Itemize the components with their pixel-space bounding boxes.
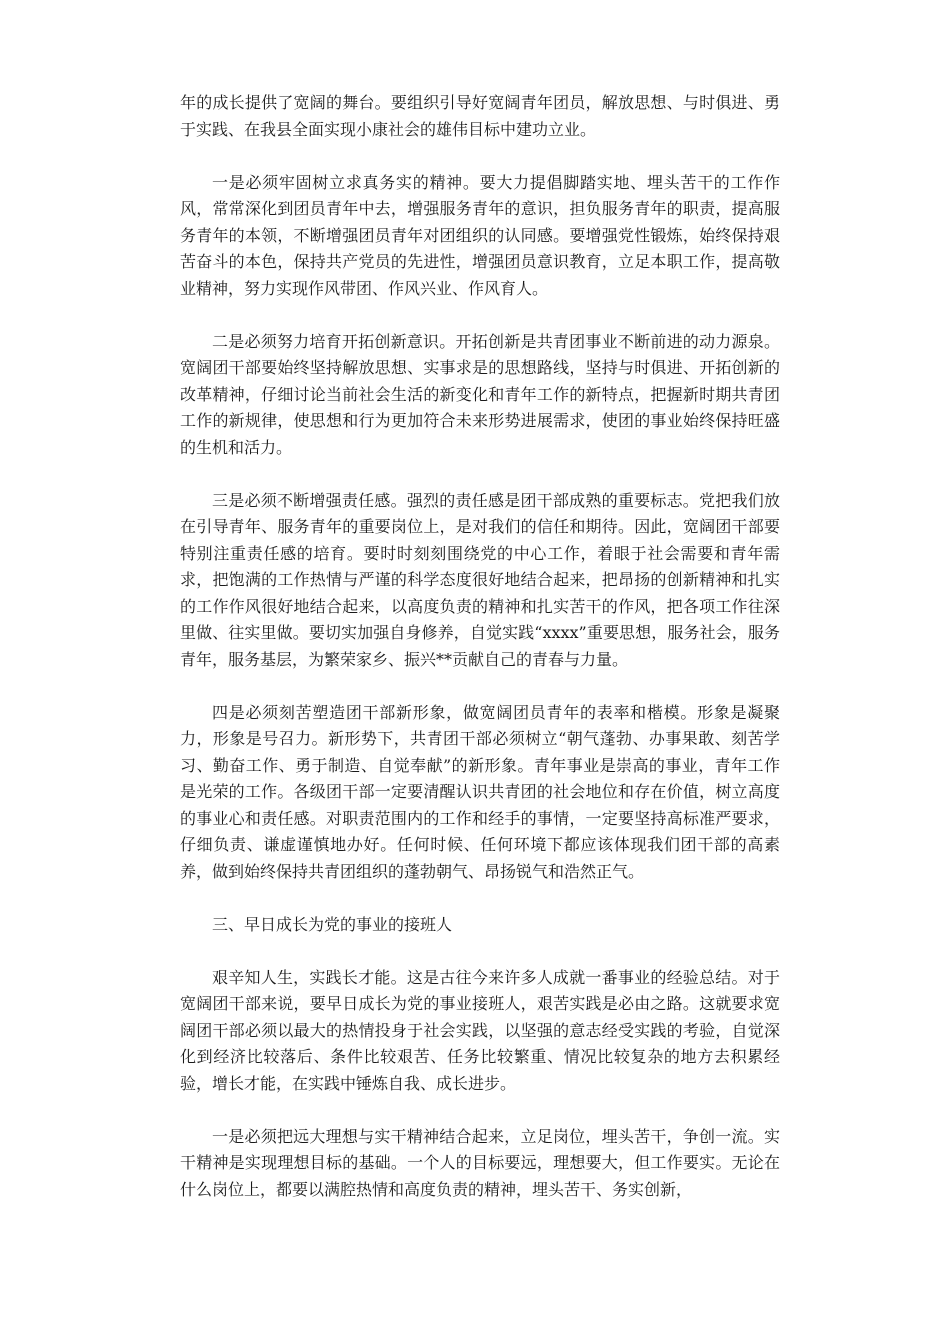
paragraph-section-point-one: 一是必须把远大理想与实干精神结合起来，立足岗位，埋头苦干，争创一流。实干精神是实现理想目标的基础。一个人的目标要远，理想要大，但工作要实。无论在什么岗位上，都要以满腔热情和高度负责的精神，埋头苦干、务实创新， — [180, 1126, 780, 1199]
paragraph-continuation: 年的成长提供了宽阔的舞台。要组织引导好宽阔青年团员，解放思想、与时俱进、勇于实践、在我县全面实现小康社会的雄伟目标中建功立业。 — [180, 93, 780, 139]
section-heading: 三、早日成长为党的事业的接班人 — [212, 914, 453, 934]
paragraph-point-two: 二是必须努力培育开拓创新意识。开拓创新是共青团事业不断前进的动力源泉。宽阔团干部要始终坚持解放思想、实事求是的思想路线，坚持与时俱进、开拓创新的改革精神，仔细讨论当前社会生活的新变化和青年工作的新特点，把握新时期共青团工作的新规律，使思想和行为更加符合未来形势进展需求，使团的事业始终保持旺盛的生机和活力。 — [180, 331, 780, 457]
document-page — [180, 90, 780, 1230]
paragraph-point-four: 四是必须刻苦塑造团干部新形象，做宽阔团员青年的表率和楷模。形象是凝聚力，形象是号召力。新形势下，共青团干部必须树立“朝气蓬勃、办事果敢、刻苦学习、勤奋工作、勇于制造、自觉奉献”的新形象。青年事业是崇高的事业，青年工作是光荣的工作。各级团干部一定要清醒认识共青团的社会地位和存在价值，树立高度的事业心和责任感。对职责范围内的工作和经手的事情，一定要坚持高标准严要求，仔细负责、谦虚谨慎地办好。任何时候、任何环境下都应该体现我们团干部的高素养，做到始终保持共青团组织的蓬勃朝气、昂扬锐气和浩然正气。 — [180, 702, 780, 881]
paragraph-point-three: 三是必须不断增强责任感。强烈的责任感是团干部成熟的重要标志。党把我们放在引导青年、服务青年的重要岗位上，是对我们的信任和期待。因此，宽阔团干部要特别注重责任感的培育。要时时刻刻围绕党的中心工作，着眼于社会需要和青年需求，把饱满的工作热情与严谨的科学态度很好地结合起来，把昂扬的创新精神和扎实的工作作风很好地结合起来，以高度负责的精神和扎实苦干的作风，把各项工作往深里做、往实里做。要切实加强自身修养，自觉实践“xxxx”重要思想，服务社会，服务青年，服务基层，为繁荣家乡、振兴**贡献自己的青春与力量。 — [180, 490, 780, 669]
paragraph-section-intro: 艰辛知人生，实践长才能。这是古往今来许多人成就一番事业的经验总结。对于宽阔团干部来说，要早日成长为党的事业接班人，艰苦实践是必由之路。这就要求宽阔团干部必须以最大的热情投身于社会实践，以坚强的意志经受实践的考验，自觉深化到经济比较落后、条件比较艰苦、任务比较繁重、情况比较复杂的地方去积累经验，增长才能，在实践中锤炼自我、成长进步。 — [180, 967, 780, 1093]
paragraph-point-one: 一是必须牢固树立求真务实的精神。要大力提倡脚踏实地、埋头苦干的工作作风，常常深化到团员青年中去，增强服务青年的意识，担负服务青年的职责，提高服务青年的本领，不断增强团员青年对团组织的认同感。要增强党性锻炼，始终保持艰苦奋斗的本色，保持共产党员的先进性，增强团员意识教育，立足本职工作，提高敬业精神，努力实现作风带团、作风兴业、作风育人。 — [180, 172, 780, 298]
